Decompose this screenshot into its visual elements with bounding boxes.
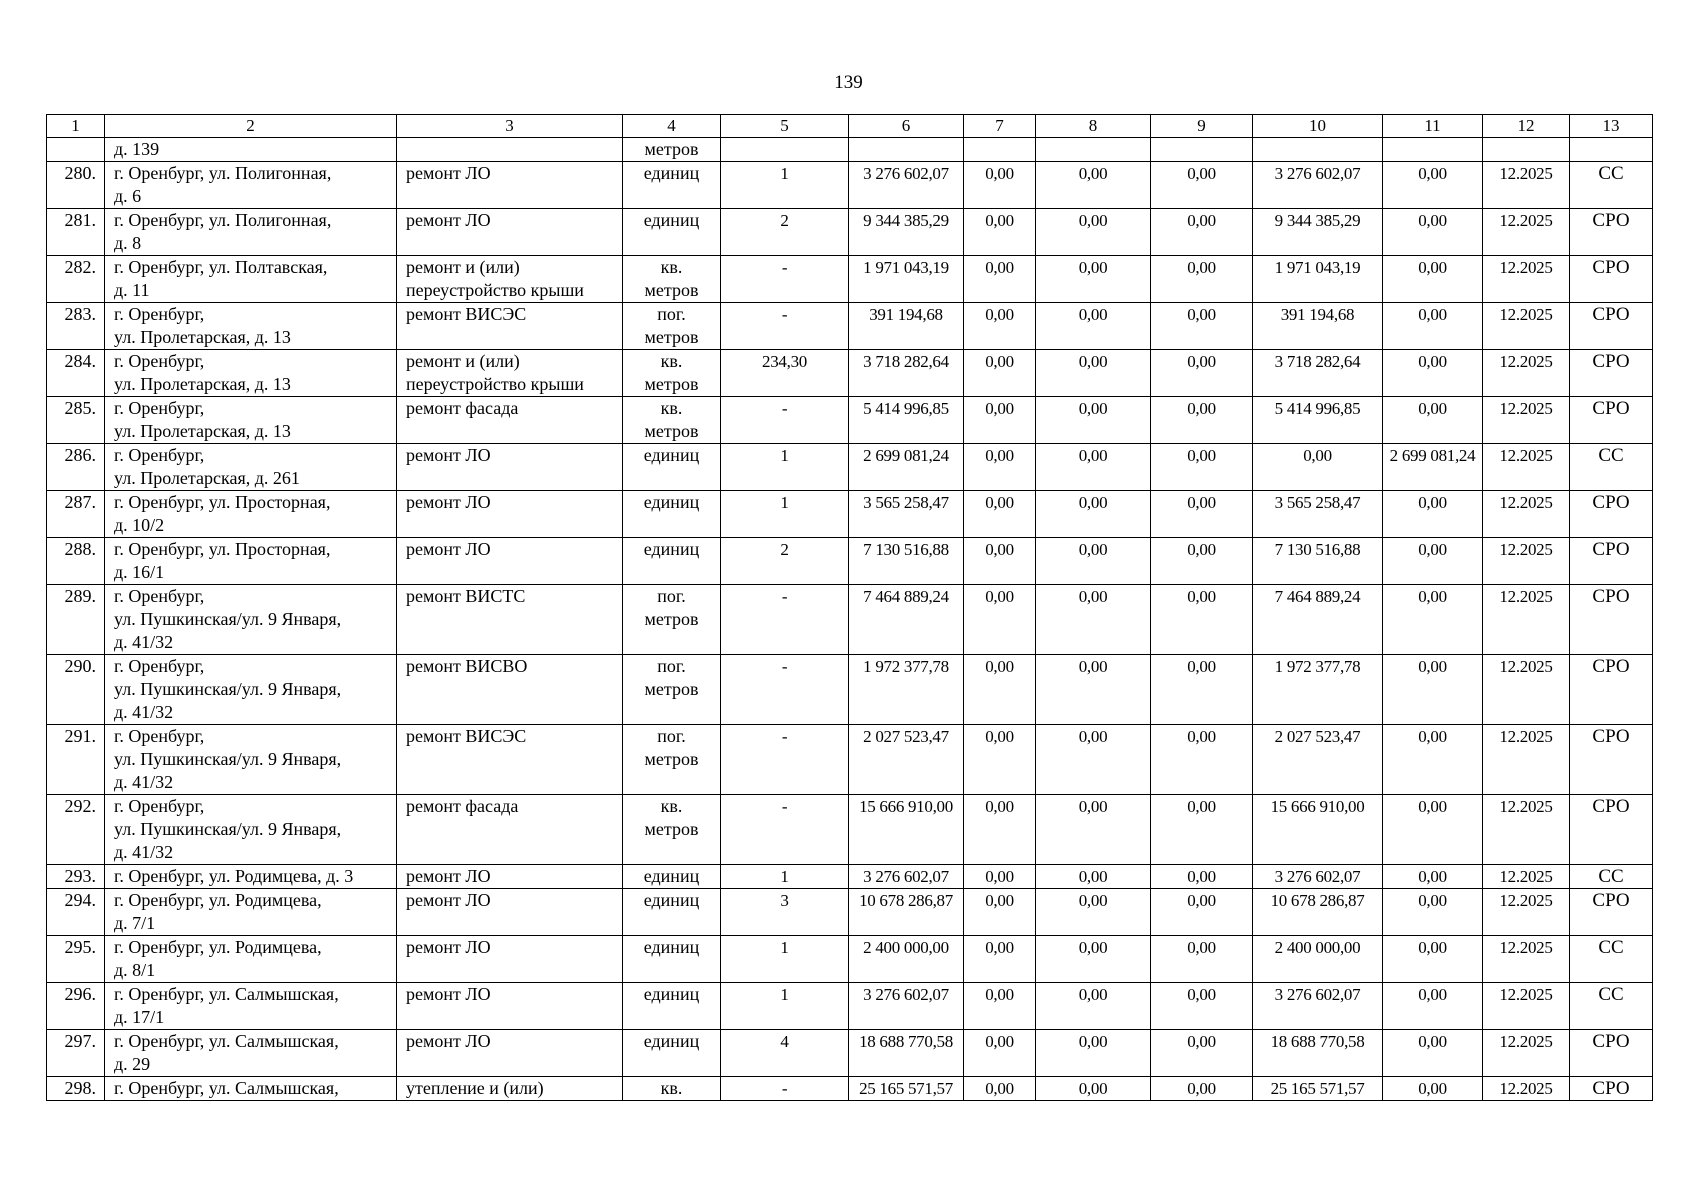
completion-date-cell: 12.2025: [1483, 538, 1570, 585]
cost-col9-cell: [1151, 138, 1253, 162]
cost-col11-cell: 0,00: [1383, 983, 1483, 1030]
address-cell: г. Оренбург, ул. Полигонная, д. 6: [105, 162, 397, 209]
address-cell: г. Оренбург, ул. Просторная, д. 16/1: [105, 538, 397, 585]
table-body: [47, 138, 1653, 1101]
completion-date-cell: 12.2025: [1483, 209, 1570, 256]
table-row: [47, 138, 1653, 162]
address-cell: г. Оренбург, ул. Салмышская, д. 17/1: [105, 983, 397, 1030]
row-number: 290.: [47, 655, 105, 725]
column-number-row: [47, 115, 1653, 138]
address-cell: д. 139: [105, 138, 397, 162]
row-number: 288.: [47, 538, 105, 585]
cost-col7-cell: 0,00: [964, 983, 1036, 1030]
cost-col7-cell: 0,00: [964, 1077, 1036, 1101]
table-row: [47, 162, 1653, 209]
work-type-cell: ремонт ЛО: [397, 444, 623, 491]
funding-source-cell: СРО: [1570, 397, 1653, 444]
cost-col9-cell: 0,00: [1151, 655, 1253, 725]
column-header: 4: [623, 115, 721, 138]
cost-col11-cell: 0,00: [1383, 865, 1483, 889]
unit-cell: единиц: [623, 865, 721, 889]
unit-cell: кв.: [623, 1077, 721, 1101]
funding-source-cell: СС: [1570, 865, 1653, 889]
funding-source-cell: СРО: [1570, 1077, 1653, 1101]
cost-col7-cell: 0,00: [964, 397, 1036, 444]
funding-source-cell: СРО: [1570, 655, 1653, 725]
cost-col10-cell: 1 972 377,78: [1253, 655, 1383, 725]
column-header: 10: [1253, 115, 1383, 138]
total-cost-cell: 3 276 602,07: [849, 983, 964, 1030]
cost-col8-cell: 0,00: [1036, 209, 1151, 256]
cost-col10-cell: 3 276 602,07: [1253, 865, 1383, 889]
cost-col8-cell: 0,00: [1036, 655, 1151, 725]
unit-cell: единиц: [623, 491, 721, 538]
table-row: [47, 725, 1653, 795]
funding-source-cell: СРО: [1570, 538, 1653, 585]
cost-col7-cell: 0,00: [964, 256, 1036, 303]
address-cell: г. Оренбург, ул. Пушкинская/ул. 9 Января, д. 41/32: [105, 725, 397, 795]
row-number: 294.: [47, 889, 105, 936]
cost-col10-cell: 2 400 000,00: [1253, 936, 1383, 983]
address-cell: г. Оренбург, ул. Родимцева, д. 7/1: [105, 889, 397, 936]
cost-col8-cell: [1036, 138, 1151, 162]
cost-col8-cell: 0,00: [1036, 983, 1151, 1030]
cost-col7-cell: 0,00: [964, 538, 1036, 585]
cost-col10-cell: 3 276 602,07: [1253, 162, 1383, 209]
cost-col8-cell: 0,00: [1036, 585, 1151, 655]
completion-date-cell: 12.2025: [1483, 162, 1570, 209]
work-type-cell: ремонт фасада: [397, 397, 623, 444]
funding-source-cell: СРО: [1570, 209, 1653, 256]
cost-col11-cell: 0,00: [1383, 350, 1483, 397]
completion-date-cell: 12.2025: [1483, 655, 1570, 725]
funding-source-cell: СРО: [1570, 585, 1653, 655]
cost-col11-cell: 0,00: [1383, 256, 1483, 303]
cost-col7-cell: 0,00: [964, 444, 1036, 491]
cost-col9-cell: 0,00: [1151, 585, 1253, 655]
funding-source-cell: [1570, 138, 1653, 162]
work-type-cell: ремонт ЛО: [397, 491, 623, 538]
cost-col10-cell: 9 344 385,29: [1253, 209, 1383, 256]
cost-col9-cell: 0,00: [1151, 350, 1253, 397]
address-cell: г. Оренбург, ул. Салмышская,: [105, 1077, 397, 1101]
total-cost-cell: 5 414 996,85: [849, 397, 964, 444]
cost-col10-cell: 0,00: [1253, 444, 1383, 491]
quantity-cell: -: [721, 303, 849, 350]
table-row: [47, 350, 1653, 397]
table-row: [47, 655, 1653, 725]
work-type-cell: ремонт ЛО: [397, 1030, 623, 1077]
unit-cell: единиц: [623, 444, 721, 491]
table-row: [47, 865, 1653, 889]
cost-col9-cell: 0,00: [1151, 725, 1253, 795]
completion-date-cell: [1483, 138, 1570, 162]
table-row: [47, 1077, 1653, 1101]
column-header: 11: [1383, 115, 1483, 138]
completion-date-cell: 12.2025: [1483, 585, 1570, 655]
cost-col10-cell: 18 688 770,58: [1253, 1030, 1383, 1077]
cost-col11-cell: 2 699 081,24: [1383, 444, 1483, 491]
address-cell: г. Оренбург, ул. Родимцева, д. 3: [105, 865, 397, 889]
cost-col7-cell: [964, 138, 1036, 162]
column-header: 13: [1570, 115, 1653, 138]
total-cost-cell: 2 027 523,47: [849, 725, 964, 795]
quantity-cell: -: [721, 725, 849, 795]
table-row: [47, 936, 1653, 983]
cost-col11-cell: 0,00: [1383, 889, 1483, 936]
cost-col9-cell: 0,00: [1151, 983, 1253, 1030]
row-number: 289.: [47, 585, 105, 655]
work-type-cell: ремонт ЛО: [397, 538, 623, 585]
work-type-cell: ремонт ВИСЭС: [397, 725, 623, 795]
cost-col8-cell: 0,00: [1036, 397, 1151, 444]
cost-col10-cell: 2 027 523,47: [1253, 725, 1383, 795]
total-cost-cell: 9 344 385,29: [849, 209, 964, 256]
cost-col7-cell: 0,00: [964, 303, 1036, 350]
quantity-cell: 3: [721, 889, 849, 936]
row-number: 281.: [47, 209, 105, 256]
unit-cell: единиц: [623, 162, 721, 209]
column-header: 5: [721, 115, 849, 138]
address-cell: г. Оренбург, ул. Полигонная, д. 8: [105, 209, 397, 256]
quantity-cell: 1: [721, 936, 849, 983]
cost-col11-cell: 0,00: [1383, 209, 1483, 256]
quantity-cell: 1: [721, 865, 849, 889]
table-row: [47, 889, 1653, 936]
cost-col7-cell: 0,00: [964, 1030, 1036, 1077]
quantity-cell: 4: [721, 1030, 849, 1077]
quantity-cell: -: [721, 1077, 849, 1101]
work-type-cell: ремонт ВИСЭС: [397, 303, 623, 350]
unit-cell: единиц: [623, 538, 721, 585]
quantity-cell: -: [721, 256, 849, 303]
cost-col7-cell: 0,00: [964, 655, 1036, 725]
completion-date-cell: 12.2025: [1483, 889, 1570, 936]
completion-date-cell: 12.2025: [1483, 1077, 1570, 1101]
unit-cell: пог. метров: [623, 725, 721, 795]
funding-source-cell: СРО: [1570, 1030, 1653, 1077]
unit-cell: пог. метров: [623, 655, 721, 725]
completion-date-cell: 12.2025: [1483, 256, 1570, 303]
completion-date-cell: 12.2025: [1483, 303, 1570, 350]
row-number: 286.: [47, 444, 105, 491]
cost-col11-cell: 0,00: [1383, 725, 1483, 795]
cost-col9-cell: 0,00: [1151, 303, 1253, 350]
address-cell: г. Оренбург, ул. Пролетарская, д. 13: [105, 350, 397, 397]
funding-source-cell: СС: [1570, 162, 1653, 209]
cost-col8-cell: 0,00: [1036, 936, 1151, 983]
quantity-cell: 2: [721, 538, 849, 585]
cost-col10-cell: 3 276 602,07: [1253, 983, 1383, 1030]
work-type-cell: ремонт и (или) переустройство крыши: [397, 350, 623, 397]
quantity-cell: 1: [721, 444, 849, 491]
cost-col9-cell: 0,00: [1151, 865, 1253, 889]
address-cell: г. Оренбург, ул. Пушкинская/ул. 9 Января, д. 41/32: [105, 585, 397, 655]
table-row: [47, 1030, 1653, 1077]
work-type-cell: ремонт ВИСВО: [397, 655, 623, 725]
cost-col9-cell: 0,00: [1151, 256, 1253, 303]
row-number: 295.: [47, 936, 105, 983]
row-number: [47, 138, 105, 162]
cost-col7-cell: 0,00: [964, 162, 1036, 209]
cost-col9-cell: 0,00: [1151, 889, 1253, 936]
cost-col9-cell: 0,00: [1151, 1030, 1253, 1077]
completion-date-cell: 12.2025: [1483, 936, 1570, 983]
row-number: 287.: [47, 491, 105, 538]
address-cell: г. Оренбург, ул. Пушкинская/ул. 9 Января, д. 41/32: [105, 795, 397, 865]
cost-col10-cell: [1253, 138, 1383, 162]
address-cell: г. Оренбург, ул. Салмышская, д. 29: [105, 1030, 397, 1077]
cost-col11-cell: 0,00: [1383, 491, 1483, 538]
funding-source-cell: СРО: [1570, 889, 1653, 936]
cost-col8-cell: 0,00: [1036, 162, 1151, 209]
row-number: 293.: [47, 865, 105, 889]
quantity-cell: -: [721, 585, 849, 655]
address-cell: г. Оренбург, ул. Просторная, д. 10/2: [105, 491, 397, 538]
cost-col9-cell: 0,00: [1151, 209, 1253, 256]
address-cell: г. Оренбург, ул. Родимцева, д. 8/1: [105, 936, 397, 983]
completion-date-cell: 12.2025: [1483, 1030, 1570, 1077]
work-type-cell: ремонт ЛО: [397, 889, 623, 936]
table-row: [47, 538, 1653, 585]
completion-date-cell: 12.2025: [1483, 795, 1570, 865]
total-cost-cell: 391 194,68: [849, 303, 964, 350]
row-number: 283.: [47, 303, 105, 350]
total-cost-cell: 7 464 889,24: [849, 585, 964, 655]
cost-col11-cell: 0,00: [1383, 936, 1483, 983]
column-header: 7: [964, 115, 1036, 138]
capital-repair-table: [46, 114, 1653, 1101]
cost-col8-cell: 0,00: [1036, 795, 1151, 865]
unit-cell: кв. метров: [623, 350, 721, 397]
total-cost-cell: [849, 138, 964, 162]
row-number: 298.: [47, 1077, 105, 1101]
cost-col11-cell: 0,00: [1383, 538, 1483, 585]
unit-cell: кв. метров: [623, 397, 721, 444]
cost-col7-cell: 0,00: [964, 795, 1036, 865]
quantity-cell: [721, 138, 849, 162]
address-cell: г. Оренбург, ул. Пролетарская, д. 13: [105, 303, 397, 350]
cost-col10-cell: 5 414 996,85: [1253, 397, 1383, 444]
address-cell: г. Оренбург, ул. Полтавская, д. 11: [105, 256, 397, 303]
table-row: [47, 209, 1653, 256]
unit-cell: единиц: [623, 983, 721, 1030]
quantity-cell: 1: [721, 491, 849, 538]
work-type-cell: ремонт ЛО: [397, 983, 623, 1030]
work-type-cell: ремонт фасада: [397, 795, 623, 865]
unit-cell: единиц: [623, 209, 721, 256]
unit-cell: пог. метров: [623, 585, 721, 655]
cost-col7-cell: 0,00: [964, 936, 1036, 983]
total-cost-cell: 25 165 571,57: [849, 1077, 964, 1101]
cost-col11-cell: 0,00: [1383, 585, 1483, 655]
cost-col8-cell: 0,00: [1036, 350, 1151, 397]
cost-col11-cell: 0,00: [1383, 303, 1483, 350]
cost-col7-cell: 0,00: [964, 889, 1036, 936]
table-row: [47, 303, 1653, 350]
cost-col7-cell: 0,00: [964, 865, 1036, 889]
total-cost-cell: 2 400 000,00: [849, 936, 964, 983]
total-cost-cell: 1 972 377,78: [849, 655, 964, 725]
completion-date-cell: 12.2025: [1483, 491, 1570, 538]
page-number: 139: [834, 72, 863, 93]
table-row: [47, 585, 1653, 655]
completion-date-cell: 12.2025: [1483, 397, 1570, 444]
total-cost-cell: 3 276 602,07: [849, 162, 964, 209]
cost-col8-cell: 0,00: [1036, 725, 1151, 795]
column-header: 3: [397, 115, 623, 138]
quantity-cell: 234,30: [721, 350, 849, 397]
column-header: 9: [1151, 115, 1253, 138]
cost-col9-cell: 0,00: [1151, 795, 1253, 865]
funding-source-cell: СРО: [1570, 350, 1653, 397]
cost-col8-cell: 0,00: [1036, 1030, 1151, 1077]
cost-col10-cell: 3 565 258,47: [1253, 491, 1383, 538]
quantity-cell: -: [721, 397, 849, 444]
cost-col11-cell: [1383, 138, 1483, 162]
work-type-cell: ремонт ЛО: [397, 865, 623, 889]
total-cost-cell: 3 565 258,47: [849, 491, 964, 538]
work-type-cell: утепление и (или): [397, 1077, 623, 1101]
cost-col8-cell: 0,00: [1036, 889, 1151, 936]
completion-date-cell: 12.2025: [1483, 444, 1570, 491]
cost-col9-cell: 0,00: [1151, 936, 1253, 983]
cost-col10-cell: 391 194,68: [1253, 303, 1383, 350]
funding-source-cell: СС: [1570, 936, 1653, 983]
table-row: [47, 491, 1653, 538]
cost-col11-cell: 0,00: [1383, 1077, 1483, 1101]
cost-col8-cell: 0,00: [1036, 491, 1151, 538]
cost-col11-cell: 0,00: [1383, 162, 1483, 209]
address-cell: г. Оренбург, ул. Пролетарская, д. 261: [105, 444, 397, 491]
total-cost-cell: 3 718 282,64: [849, 350, 964, 397]
table-row: [47, 983, 1653, 1030]
work-type-cell: ремонт ЛО: [397, 209, 623, 256]
quantity-cell: -: [721, 795, 849, 865]
work-type-cell: ремонт ВИСТС: [397, 585, 623, 655]
row-number: 291.: [47, 725, 105, 795]
row-number: 280.: [47, 162, 105, 209]
cost-col7-cell: 0,00: [964, 491, 1036, 538]
column-header: 6: [849, 115, 964, 138]
total-cost-cell: 10 678 286,87: [849, 889, 964, 936]
table-row: [47, 795, 1653, 865]
cost-col8-cell: 0,00: [1036, 538, 1151, 585]
funding-source-cell: СРО: [1570, 725, 1653, 795]
table-row: [47, 256, 1653, 303]
completion-date-cell: 12.2025: [1483, 350, 1570, 397]
unit-cell: единиц: [623, 936, 721, 983]
unit-cell: кв. метров: [623, 795, 721, 865]
funding-source-cell: СРО: [1570, 303, 1653, 350]
unit-cell: кв. метров: [623, 256, 721, 303]
work-type-cell: ремонт ЛО: [397, 162, 623, 209]
work-type-cell: [397, 138, 623, 162]
address-cell: г. Оренбург, ул. Пролетарская, д. 13: [105, 397, 397, 444]
cost-col7-cell: 0,00: [964, 725, 1036, 795]
unit-cell: единиц: [623, 1030, 721, 1077]
total-cost-cell: 15 666 910,00: [849, 795, 964, 865]
cost-col10-cell: 1 971 043,19: [1253, 256, 1383, 303]
total-cost-cell: 2 699 081,24: [849, 444, 964, 491]
funding-source-cell: СС: [1570, 983, 1653, 1030]
cost-col10-cell: 25 165 571,57: [1253, 1077, 1383, 1101]
total-cost-cell: 1 971 043,19: [849, 256, 964, 303]
cost-col9-cell: 0,00: [1151, 162, 1253, 209]
cost-col11-cell: 0,00: [1383, 397, 1483, 444]
cost-col10-cell: 7 130 516,88: [1253, 538, 1383, 585]
cost-col8-cell: 0,00: [1036, 444, 1151, 491]
total-cost-cell: 3 276 602,07: [849, 865, 964, 889]
funding-source-cell: СРО: [1570, 491, 1653, 538]
quantity-cell: 1: [721, 983, 849, 1030]
funding-source-cell: СРО: [1570, 795, 1653, 865]
unit-cell: метров: [623, 138, 721, 162]
unit-cell: единиц: [623, 889, 721, 936]
cost-col7-cell: 0,00: [964, 350, 1036, 397]
cost-col9-cell: 0,00: [1151, 538, 1253, 585]
cost-col11-cell: 0,00: [1383, 1030, 1483, 1077]
column-header: 2: [105, 115, 397, 138]
quantity-cell: 1: [721, 162, 849, 209]
total-cost-cell: 7 130 516,88: [849, 538, 964, 585]
row-number: 282.: [47, 256, 105, 303]
cost-col10-cell: 3 718 282,64: [1253, 350, 1383, 397]
cost-col10-cell: 10 678 286,87: [1253, 889, 1383, 936]
total-cost-cell: 18 688 770,58: [849, 1030, 964, 1077]
cost-col7-cell: 0,00: [964, 209, 1036, 256]
completion-date-cell: 12.2025: [1483, 725, 1570, 795]
quantity-cell: -: [721, 655, 849, 725]
funding-source-cell: СРО: [1570, 256, 1653, 303]
row-number: 285.: [47, 397, 105, 444]
column-header: 12: [1483, 115, 1570, 138]
address-cell: г. Оренбург, ул. Пушкинская/ул. 9 Января, д. 41/32: [105, 655, 397, 725]
table-row: [47, 397, 1653, 444]
cost-col8-cell: 0,00: [1036, 256, 1151, 303]
row-number: 292.: [47, 795, 105, 865]
cost-col9-cell: 0,00: [1151, 1077, 1253, 1101]
row-number: 296.: [47, 983, 105, 1030]
completion-date-cell: 12.2025: [1483, 865, 1570, 889]
cost-col8-cell: 0,00: [1036, 303, 1151, 350]
work-type-cell: ремонт ЛО: [397, 936, 623, 983]
completion-date-cell: 12.2025: [1483, 983, 1570, 1030]
cost-col9-cell: 0,00: [1151, 491, 1253, 538]
cost-col11-cell: 0,00: [1383, 795, 1483, 865]
table-row: [47, 444, 1653, 491]
quantity-cell: 2: [721, 209, 849, 256]
cost-col7-cell: 0,00: [964, 585, 1036, 655]
cost-col9-cell: 0,00: [1151, 397, 1253, 444]
cost-col9-cell: 0,00: [1151, 444, 1253, 491]
cost-col10-cell: 7 464 889,24: [1253, 585, 1383, 655]
row-number: 284.: [47, 350, 105, 397]
cost-col10-cell: 15 666 910,00: [1253, 795, 1383, 865]
column-header: 8: [1036, 115, 1151, 138]
cost-col11-cell: 0,00: [1383, 655, 1483, 725]
work-type-cell: ремонт и (или) переустройство крыши: [397, 256, 623, 303]
column-header: 1: [47, 115, 105, 138]
cost-col8-cell: 0,00: [1036, 865, 1151, 889]
row-number: 297.: [47, 1030, 105, 1077]
funding-source-cell: СС: [1570, 444, 1653, 491]
unit-cell: пог. метров: [623, 303, 721, 350]
cost-col8-cell: 0,00: [1036, 1077, 1151, 1101]
